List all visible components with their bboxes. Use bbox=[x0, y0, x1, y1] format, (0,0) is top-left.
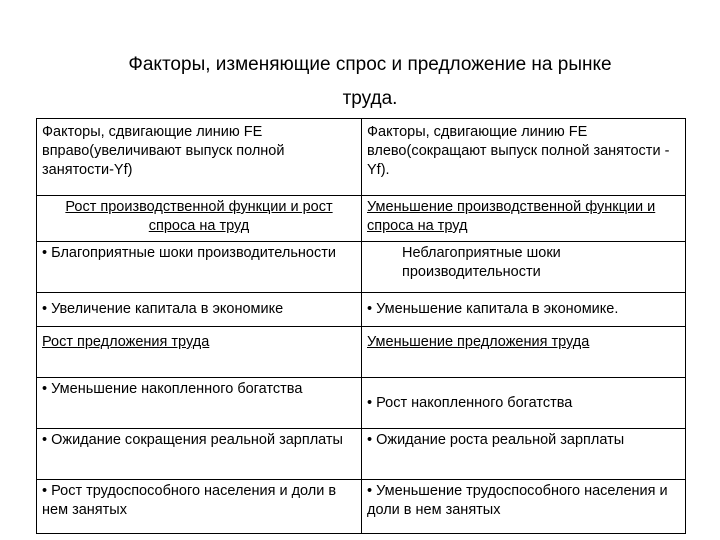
wealth-decrease-cell: • Уменьшение накопленного богатства bbox=[37, 378, 362, 429]
capital-increase-cell: • Увеличение капитала в экономике bbox=[37, 293, 362, 327]
page-title-line-1: Факторы, изменяющие спрос и предложение на рынке bbox=[128, 54, 612, 75]
labor-supply-growth-cell: Рост предложения труда bbox=[37, 327, 362, 378]
unfavorable-shocks-cell: Неблагоприятные шоки производительности bbox=[362, 242, 686, 293]
table-row-shocks bbox=[37, 242, 686, 293]
production-growth-cell: Рост производственной функции и рост спроса на труд bbox=[37, 196, 362, 242]
table-row-wage-expectation bbox=[37, 429, 686, 480]
wealth-increase-cell: • Рост накопленного богатства bbox=[362, 378, 686, 429]
table-row-wealth bbox=[37, 378, 686, 429]
wage-growth-expectation-cell: • Ожидание роста реальной зарплаты bbox=[362, 429, 686, 480]
header-left-cell: Факторы, сдвигающие линию FE вправо(увеличивают выпуск полной занятости-Yf) bbox=[37, 119, 362, 196]
page-title-line-2: труда. bbox=[342, 88, 398, 109]
factors-table bbox=[36, 118, 686, 534]
production-decline-cell: Уменьшение производственной функции и спроса на труд bbox=[362, 196, 686, 242]
table-row-labor-supply bbox=[37, 327, 686, 378]
wage-cut-expectation-cell: • Ожидание сокращения реальной зарплаты bbox=[37, 429, 362, 480]
labor-supply-decline-cell: Уменьшение предложения труда bbox=[362, 327, 686, 378]
table-row-population bbox=[37, 480, 686, 534]
table-row-header bbox=[37, 119, 686, 196]
population-growth-cell: • Рост трудоспособного населения и доли в нем занятых bbox=[37, 480, 362, 534]
favorable-shocks-cell: • Благоприятные шоки производительности bbox=[37, 242, 362, 293]
page-title bbox=[40, 48, 700, 116]
header-right-cell: Факторы, сдвигающие линию FE влево(сокращают выпуск полной занятости -Yf). bbox=[362, 119, 686, 196]
table-row-capital bbox=[37, 293, 686, 327]
table-row-production bbox=[37, 196, 686, 242]
capital-decrease-cell: • Уменьшение капитала в экономике. bbox=[362, 293, 686, 327]
population-decline-cell: • Уменьшение трудоспособного населения и доли в нем занятых bbox=[362, 480, 686, 534]
